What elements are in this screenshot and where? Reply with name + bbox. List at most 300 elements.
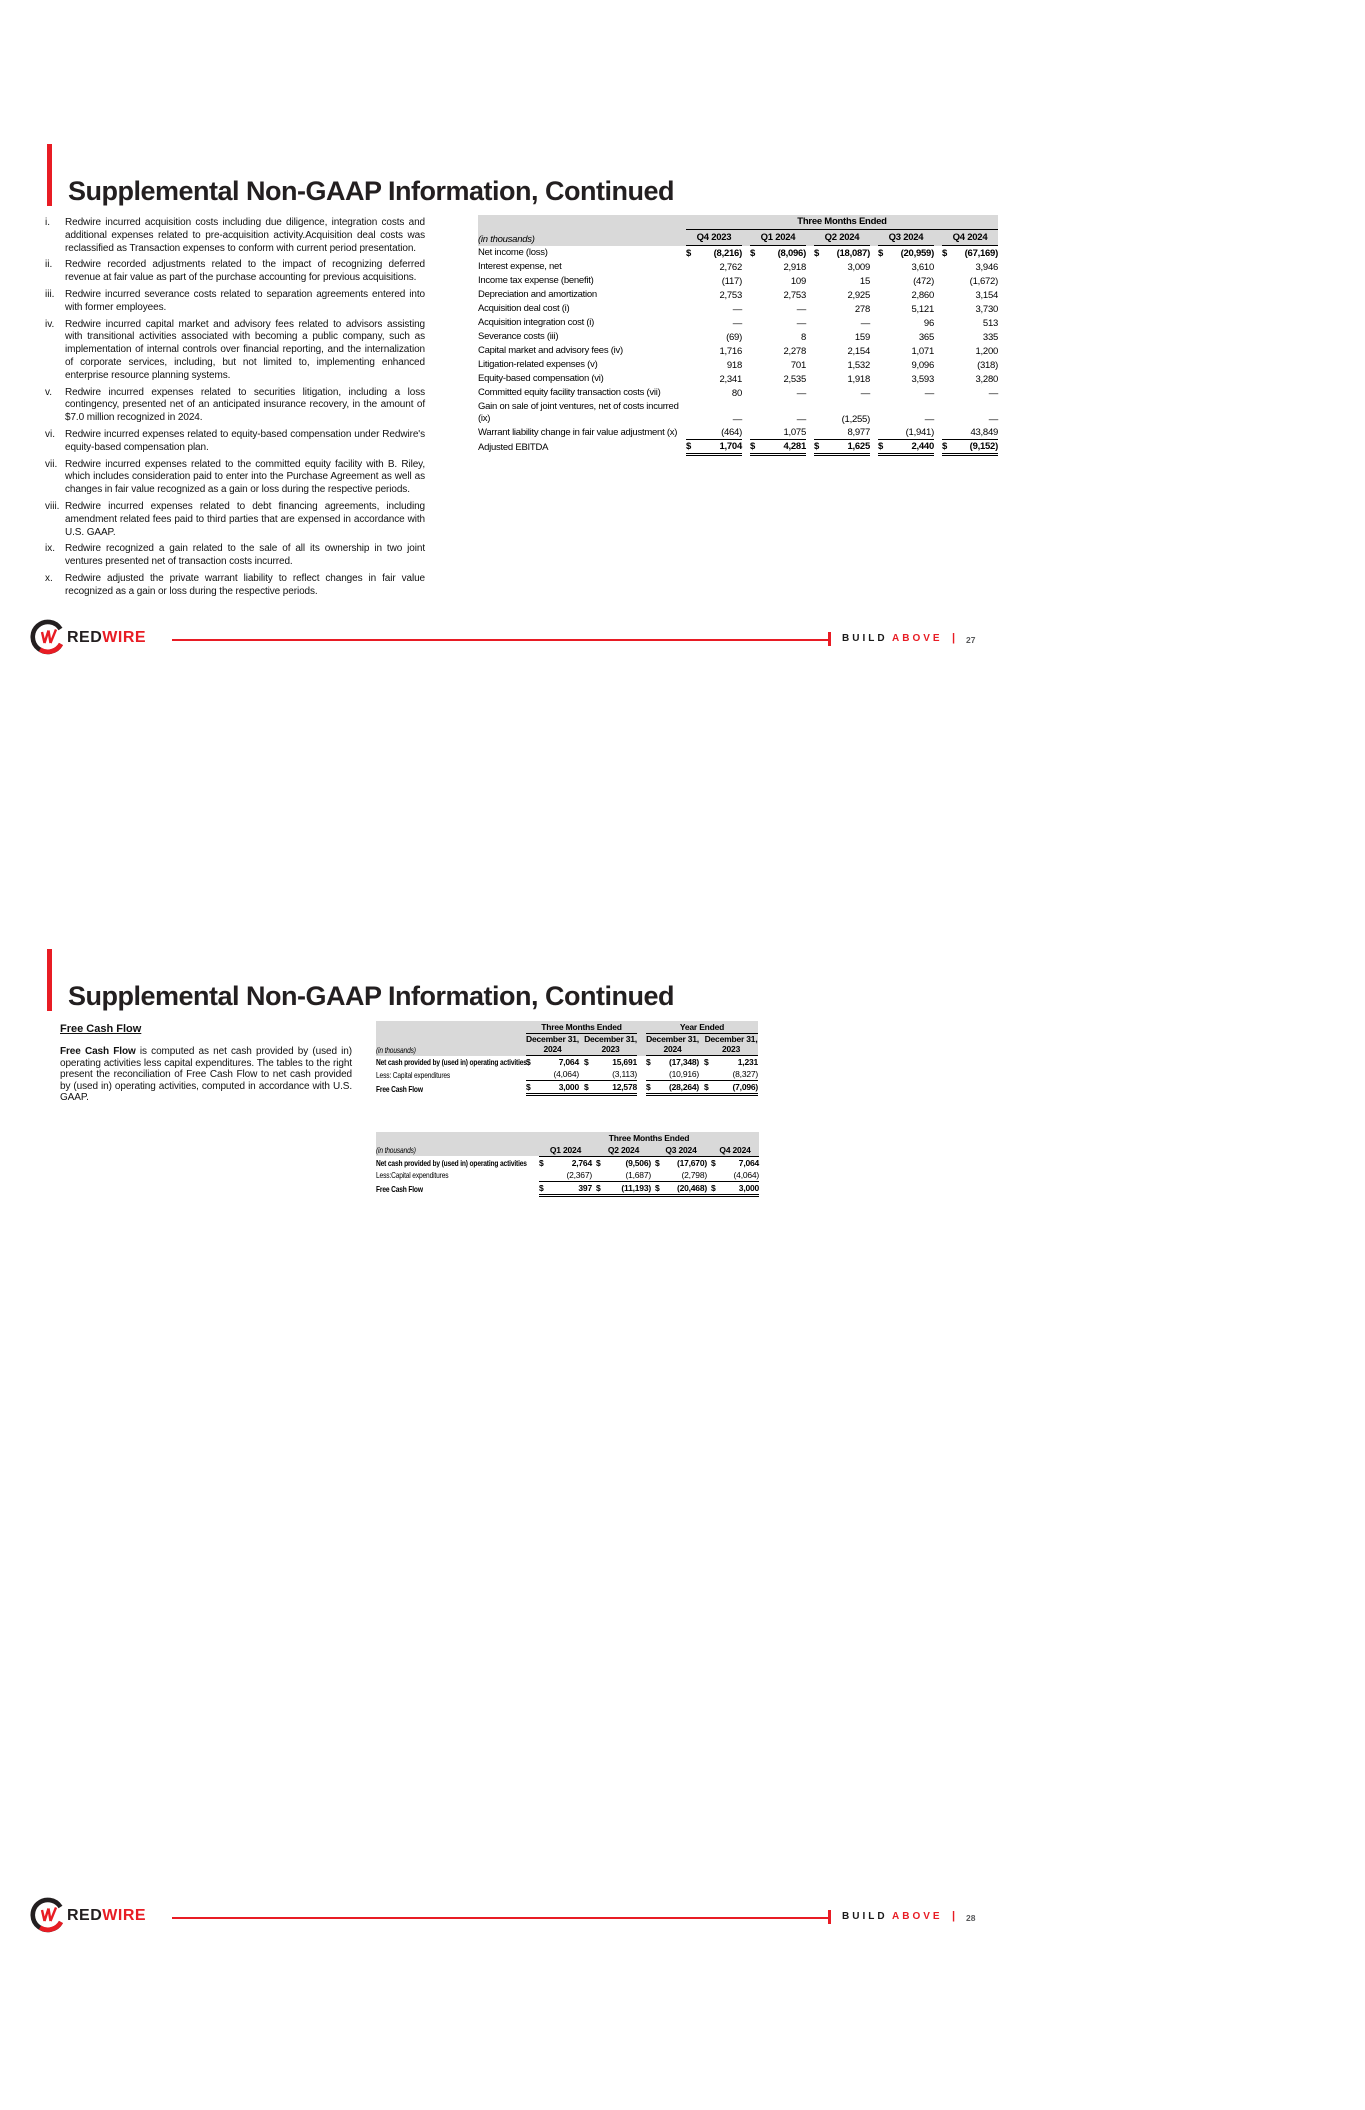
value-cell-content: [686, 387, 742, 400]
title-accent-bar: [47, 949, 52, 1011]
amount: 159: [854, 331, 870, 343]
value-cell-content: [686, 317, 742, 330]
value-cell-content: [655, 1169, 707, 1181]
amount: (117): [721, 275, 742, 287]
gap-cell: [806, 440, 814, 455]
gap-cell: [934, 230, 942, 246]
gap-cell: [742, 288, 750, 302]
amount: 2,154: [847, 345, 870, 357]
value-cell-content: [814, 331, 870, 344]
value-cell-content: [750, 289, 806, 302]
value-cell: [584, 1056, 637, 1069]
value-cell-content: [750, 331, 806, 344]
dollar-sign: $: [814, 441, 820, 452]
value-cell: [596, 1169, 651, 1182]
gap-cell: [742, 274, 750, 288]
value-cell-content: [646, 1081, 699, 1093]
value-cell: [814, 426, 870, 440]
brand-wordmark: [67, 1907, 146, 1925]
value-cell: [584, 1068, 637, 1081]
value-cell: [942, 274, 998, 288]
value-cell: [750, 288, 806, 302]
gap-cell: [742, 400, 750, 426]
footnote-numeral: iii.: [45, 288, 55, 300]
value-cell: [942, 440, 998, 455]
value-cell: [750, 400, 806, 426]
footer-tick: [828, 632, 831, 646]
row-label: Gain on sale of joint ventures, net of costs incurred (ix): [478, 400, 679, 424]
value-cell-content: [878, 426, 934, 439]
brand-wire-part: WIRE: [102, 629, 147, 646]
value-cell: [686, 302, 742, 316]
value-cell: [814, 330, 870, 344]
page-number: 27: [966, 635, 976, 645]
column-header-december-31: [646, 1034, 699, 1056]
footnote-text: Redwire recorded adjustments related to the impact of recognizing deferred revenue at fair value as part of the purchase accounting for previous acquisitions.: [65, 259, 425, 284]
paragraph-lead: Free Cash Flow: [60, 1046, 136, 1057]
footnote-numeral: viii.: [45, 500, 60, 512]
value-cell: [711, 1169, 759, 1182]
footnote-text: Redwire incurred expenses related to debt financing agreements, including amendment related fees paid to third parties that are expensed in accordance with U.S. GAAP.: [65, 500, 425, 538]
gap-cell: [934, 302, 942, 316]
value-cell-content: [584, 1068, 637, 1080]
table-row: [376, 1156, 759, 1169]
amount: 3,593: [911, 373, 934, 385]
amount: 918: [726, 359, 742, 371]
column-header-q3-2024: Q3 2024: [655, 1144, 707, 1156]
free-cash-flow-heading: Free Cash Flow: [60, 1023, 142, 1035]
value-cell-content: [878, 261, 934, 274]
value-cell: [750, 302, 806, 316]
amount: 2,535: [783, 373, 806, 385]
gap-cell: [934, 260, 942, 274]
value-cell-content: [750, 303, 806, 316]
value-cell-content: [686, 247, 742, 260]
dollar-sign: $: [814, 247, 820, 259]
amount: (9,152): [969, 441, 999, 452]
gap-cell: [806, 426, 814, 440]
gap-cell: [870, 426, 878, 440]
gap-cell: [742, 358, 750, 372]
dollar-sign: $: [711, 1182, 716, 1193]
footnote-item-vii: [45, 459, 425, 497]
column-header-line2: 2024: [543, 1044, 562, 1054]
footer-build-label: BUILD: [842, 633, 888, 644]
footnote-numeral: ix.: [45, 543, 55, 555]
column-header-line1: December 31,: [704, 1034, 758, 1044]
amount: (17,348): [668, 1057, 700, 1067]
value-cell-content: [704, 1068, 758, 1080]
amount: 1,231: [737, 1057, 759, 1067]
three-months-ended-header: Three Months Ended: [539, 1132, 759, 1144]
spacer-cell: [376, 1132, 539, 1144]
fcf-quarter-year-table: [376, 1021, 758, 1096]
amount: 3,000: [738, 1182, 760, 1193]
gap-cell: [806, 372, 814, 386]
amount: 4,281: [783, 441, 806, 452]
gap-cell: [934, 274, 942, 288]
value-cell: [878, 260, 934, 274]
value-cell: [878, 274, 934, 288]
gap-cell: [870, 358, 878, 372]
gap-cell: [742, 230, 750, 246]
gap-cell: [934, 288, 942, 302]
amount: (20,468): [676, 1182, 707, 1193]
gap-cell: [806, 274, 814, 288]
gap-cell: [806, 260, 814, 274]
dollar-sign: $: [942, 441, 948, 452]
dollar-sign: $: [704, 1082, 709, 1092]
value-cell: [878, 386, 934, 400]
value-cell-content: [814, 440, 870, 453]
amount: 8,977: [847, 427, 870, 438]
spacer-cell: [376, 1021, 526, 1034]
value-cell: [539, 1156, 592, 1169]
footnote-numeral: v.: [45, 386, 53, 398]
value-cell-content: [711, 1169, 759, 1181]
paragraph-rest: is computed as net cash provided by (used in) operating activities less capital expenditures. The tables to the right present the reconciliation of Free Cash Flow to net cash provided by (used in) operating activities, computed in accordance with U.S. GAAP.: [60, 1046, 352, 1104]
amount: 15: [859, 275, 870, 287]
table-row: [376, 1068, 758, 1081]
value-cell: [711, 1181, 759, 1195]
amount: —: [988, 413, 999, 425]
group-header-row: [376, 1021, 758, 1034]
spacer-cell: [478, 215, 686, 230]
value-cell-content: [655, 1157, 707, 1169]
value-cell: [686, 344, 742, 358]
value-cell: [942, 330, 998, 344]
gap-cell: [870, 230, 878, 246]
value-cell-content: [878, 331, 934, 344]
gap-cell: [742, 426, 750, 440]
value-cell-content: [878, 345, 934, 358]
gap-cell: [934, 330, 942, 344]
footnote-numeral: i.: [45, 217, 50, 228]
table-row: [478, 344, 998, 358]
amount: (1,672): [969, 275, 999, 287]
value-cell-content: [750, 440, 806, 453]
value-cell: [814, 302, 870, 316]
value-cell: [539, 1169, 592, 1182]
footnote-item-viii: [45, 501, 425, 539]
value-cell-content: [750, 373, 806, 386]
value-cell: [686, 386, 742, 400]
gap-cell: [934, 372, 942, 386]
footnote-item-iii: [45, 289, 425, 315]
footnote-numeral: vi.: [45, 428, 55, 440]
footer-tick: [828, 1910, 831, 1924]
value-cell-content: [814, 345, 870, 358]
gap-cell: [742, 246, 750, 260]
table-column-header-row: [478, 230, 998, 246]
amount: 3,280: [975, 373, 999, 385]
row-label: Capital market and advisory fees (iv): [478, 344, 623, 356]
row-label: Committed equity facility transaction costs (vii): [478, 386, 661, 398]
amount: (9,506): [625, 1157, 651, 1168]
value-cell-content: [686, 275, 742, 288]
value-cell-content: [655, 1182, 707, 1194]
dollar-sign: $: [584, 1082, 589, 1092]
brand-wire-part: WIRE: [102, 1907, 147, 1924]
amount: 7,064: [738, 1157, 760, 1168]
value-cell-content: [750, 261, 806, 274]
gap-cell: [806, 246, 814, 260]
amount: 43,849: [970, 427, 999, 438]
value-cell-content: [596, 1182, 651, 1194]
value-cell: [646, 1056, 699, 1069]
footnote-text: Redwire incurred capital market and advisory fees related to advisors assisting with transitional activities associated with becoming a public company, such as implementation of internal controls over financial reporting, and the internalization of corporate services, including, but not limited to, implementing enhanced enterprise resource planning systems.: [65, 318, 425, 381]
value-cell: [814, 274, 870, 288]
year-ended-header: Year Ended: [646, 1021, 758, 1034]
value-cell-content: [814, 387, 870, 400]
gap-cell: [934, 426, 942, 440]
footnote-item-iv: [45, 319, 425, 383]
value-cell: [814, 344, 870, 358]
value-cell-content: [686, 413, 742, 426]
column-header-q2-2024: Q2 2024: [814, 230, 870, 246]
table-row: [478, 316, 998, 330]
amount: 335: [982, 331, 999, 343]
value-cell: [750, 426, 806, 440]
value-cell: [584, 1081, 637, 1095]
table-row: [478, 426, 998, 440]
amount: 3,154: [975, 289, 999, 301]
value-cell-content: [942, 373, 998, 386]
gap-cell: [934, 358, 942, 372]
value-cell: [750, 316, 806, 330]
value-cell-content: [646, 1068, 699, 1080]
dollar-sign: $: [750, 441, 756, 452]
amount: 2,860: [911, 289, 934, 301]
brand-wordmark: [67, 629, 146, 647]
value-cell-content: [814, 247, 870, 260]
footnote-numeral: x.: [45, 572, 53, 584]
amount: 3,730: [975, 303, 999, 315]
amount: 3,610: [911, 261, 934, 273]
amount: 5,121: [911, 303, 934, 315]
gap-cell: [870, 288, 878, 302]
row-label: Depreciation and amortization: [478, 288, 597, 300]
value-cell: [942, 358, 998, 372]
table-row: [478, 288, 998, 302]
dollar-sign: $: [646, 1082, 651, 1092]
value-cell: [942, 246, 998, 260]
footnote-item-v: [45, 387, 425, 425]
value-cell: [942, 260, 998, 274]
value-cell: [686, 426, 742, 440]
gap-cell: [934, 440, 942, 455]
dollar-sign: $: [596, 1182, 601, 1193]
footnote-text: Redwire incurred expenses related to securities litigation, including a loss contingency, presented net of an anticipated insurance recovery, in the amount of $7.0 million recognized in 2024.: [65, 386, 425, 424]
amount: —: [796, 413, 806, 425]
row-label: [376, 1169, 539, 1182]
gap-cell: [806, 316, 814, 330]
brand-red-part: RED: [67, 1907, 103, 1924]
column-header-december-31: [704, 1034, 758, 1056]
row-label: [376, 1056, 526, 1069]
value-cell-content: [750, 426, 806, 439]
gap-cell: [637, 1081, 646, 1095]
amount: 2,440: [911, 441, 934, 452]
column-header-q4-2024: Q4 2024: [711, 1144, 759, 1156]
value-cell: [686, 274, 742, 288]
amount: —: [924, 387, 934, 399]
value-cell-content: [711, 1157, 759, 1169]
amount: 1,918: [847, 373, 870, 385]
value-cell: [704, 1068, 758, 1081]
table-row: [478, 330, 998, 344]
row-label: Severance costs (iii): [478, 330, 559, 342]
value-cell: [526, 1056, 579, 1069]
footer-separator: |: [952, 1910, 956, 1922]
value-cell: [942, 372, 998, 386]
value-cell: [942, 386, 998, 400]
value-cell: [942, 400, 998, 426]
value-cell-content: [878, 359, 934, 372]
amount: (472): [913, 275, 934, 287]
amount: 2,925: [847, 289, 870, 301]
footnote-text: Redwire incurred acquisition costs including due diligence, integration costs and additional expenses related to pre-acquisition activity.Acquisition deal costs was reclassified as Transaction expenses to conform with current period presentation.: [65, 217, 425, 254]
table-row: [478, 400, 998, 426]
amount: 109: [790, 275, 806, 287]
amount: (4,064): [733, 1169, 760, 1180]
amount: (318): [977, 359, 999, 371]
row-label: Interest expense, net: [478, 260, 562, 272]
value-cell-content: [942, 275, 998, 288]
gap-cell: [870, 372, 878, 386]
value-cell-content: [942, 247, 998, 260]
value-cell-content: [878, 275, 934, 288]
value-cell-content: [584, 1056, 637, 1068]
footnote-item-ix: [45, 543, 425, 569]
dollar-sign: $: [526, 1057, 531, 1067]
footer-divider-line: [172, 1917, 828, 1919]
gap-cell: [870, 316, 878, 330]
footnote-numeral: ii.: [45, 259, 53, 271]
amount: 7,064: [558, 1057, 579, 1067]
amount: (2,367): [566, 1169, 592, 1180]
value-cell: [686, 316, 742, 330]
footnotes-list: [45, 217, 425, 603]
fcf-quarterly-table: [376, 1132, 759, 1197]
value-cell-content: [584, 1081, 637, 1093]
value-cell-content: [942, 331, 998, 344]
value-cell-content: [942, 303, 998, 316]
amount: (4,064): [553, 1069, 579, 1079]
amount: —: [988, 387, 999, 399]
amount: 365: [918, 331, 934, 343]
value-cell: [878, 426, 934, 440]
table-row: [376, 1169, 759, 1182]
adjusted-ebitda-table: [478, 215, 998, 456]
column-header-row: [376, 1144, 759, 1156]
row-label: Acquisition integration cost (i): [478, 316, 595, 328]
gap-cell: [742, 440, 750, 455]
amount: (17,670): [676, 1157, 707, 1168]
amount: —: [796, 387, 806, 399]
value-cell-content: [878, 387, 934, 400]
value-cell-content: [686, 426, 742, 439]
gap-cell: [806, 400, 814, 426]
period-header: Three Months Ended: [686, 215, 998, 230]
value-cell: [750, 246, 806, 260]
value-cell: [596, 1181, 651, 1195]
amount: (2,798): [681, 1169, 707, 1180]
value-cell: [814, 246, 870, 260]
value-cell: [814, 260, 870, 274]
column-header-q4-2023: Q4 2023: [686, 230, 742, 246]
table-row: [376, 1181, 759, 1195]
value-cell-content: [878, 317, 934, 330]
column-header-line1: December 31,: [646, 1034, 699, 1044]
amount: —: [796, 317, 806, 329]
amount: (1,255): [841, 413, 870, 425]
column-header-q4-2024: Q4 2024: [942, 230, 998, 246]
slide1-footer: [30, 616, 990, 662]
footer-above-label: ABOVE: [892, 633, 943, 644]
row-label: Adjusted EBITDA: [478, 441, 549, 453]
amount: (7,096): [732, 1082, 759, 1092]
slide2-footer: [30, 1894, 990, 1940]
slide2-title: Supplemental Non-GAAP Information, Continued: [68, 981, 674, 1012]
amount: (464): [721, 427, 742, 438]
value-cell-content: [750, 387, 806, 400]
value-cell-content: [878, 413, 934, 426]
dollar-sign: $: [878, 247, 884, 259]
gap-cell: [870, 330, 878, 344]
dollar-sign: $: [655, 1182, 660, 1193]
value-cell: [750, 260, 806, 274]
column-header-line1: December 31,: [526, 1034, 579, 1044]
amount: 3,009: [847, 261, 870, 273]
footnote-item-x: [45, 573, 425, 599]
brand-red-part: RED: [67, 629, 103, 646]
gap-cell: [806, 344, 814, 358]
amount: (10,916): [668, 1069, 700, 1079]
gap-cell: [806, 302, 814, 316]
table-period-header-row: [478, 215, 998, 230]
amount: (1,941): [905, 427, 934, 438]
value-cell-content: [814, 373, 870, 386]
amount: 12,578: [612, 1082, 638, 1092]
amount: 701: [790, 359, 806, 371]
value-cell: [878, 358, 934, 372]
column-header-december-31: [584, 1034, 637, 1056]
amount: 8: [800, 331, 806, 343]
amount: 2,753: [783, 289, 806, 301]
footnote-item-i: [45, 217, 425, 255]
value-cell: [596, 1156, 651, 1169]
group-header-row: [376, 1132, 759, 1144]
table-row: [478, 440, 998, 455]
amount: 2,753: [719, 289, 742, 301]
row-label: Equity-based compensation (vi): [478, 372, 604, 384]
amount: 80: [731, 387, 742, 399]
row-label-text: Less: Capital expenditures: [376, 1069, 451, 1080]
amount: 1,625: [847, 441, 870, 452]
amount: (8,327): [732, 1069, 759, 1079]
value-cell: [750, 344, 806, 358]
value-cell-content: [596, 1169, 651, 1181]
value-cell: [686, 372, 742, 386]
footnote-text: Redwire incurred expenses related to equity-based compensation under Redwire's equity-based compensation plan.: [65, 428, 425, 453]
row-label: [376, 1181, 539, 1195]
value-cell-content: [750, 413, 806, 426]
table-row: [478, 386, 998, 400]
redwire-logo-icon: [30, 619, 66, 660]
gap-cell: [742, 302, 750, 316]
value-cell: [646, 1068, 699, 1081]
